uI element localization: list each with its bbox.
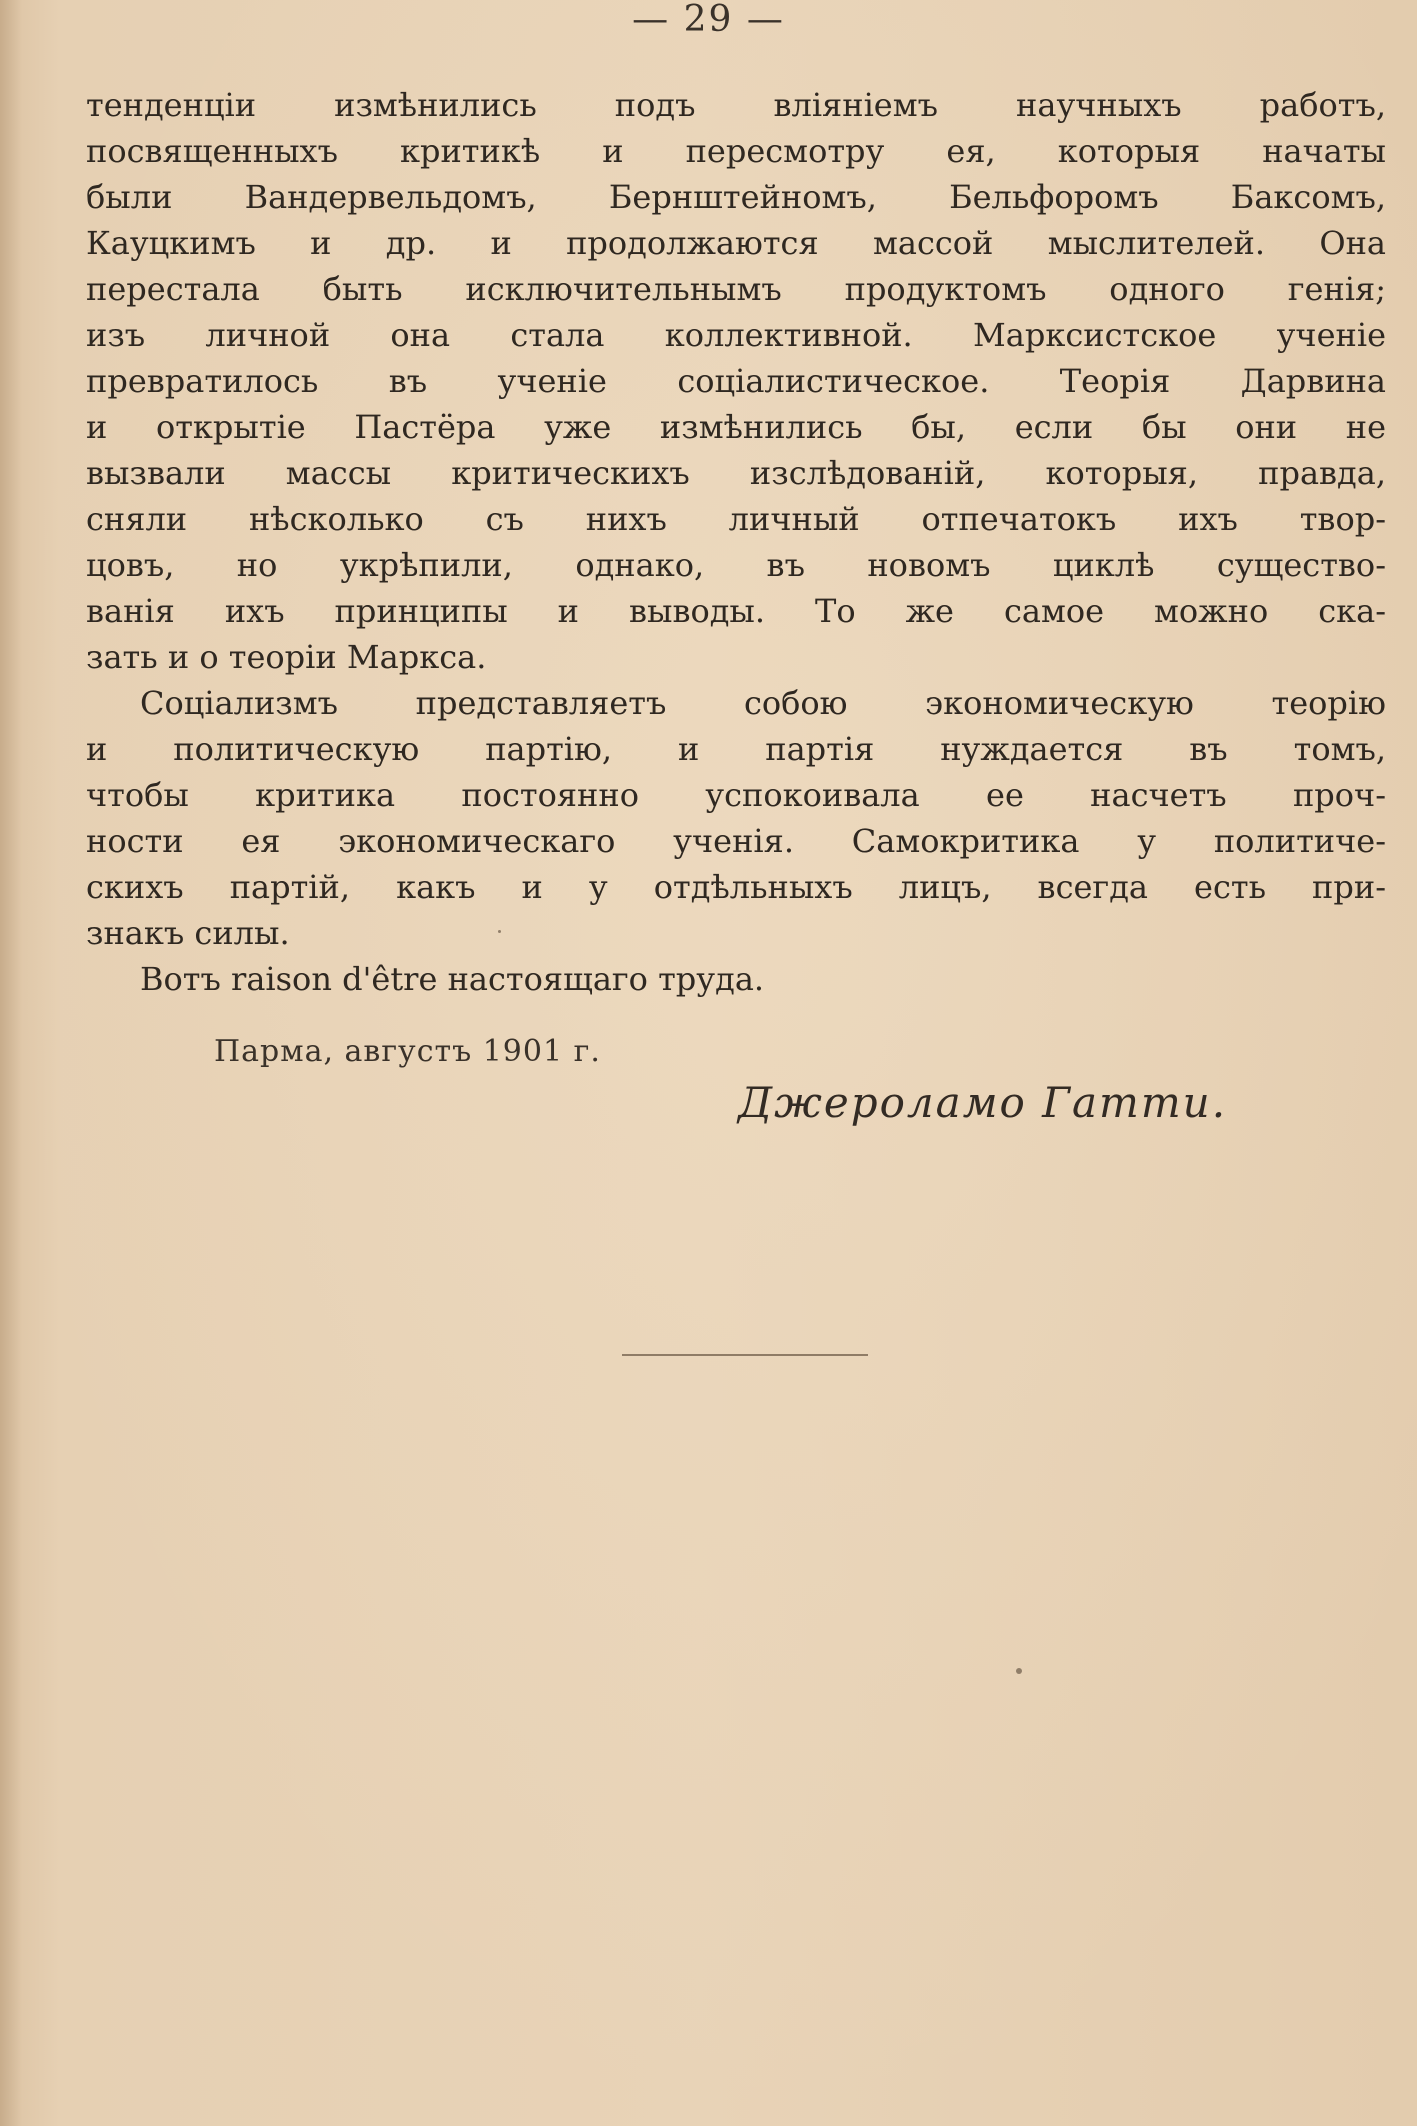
body-text [86,82,1386,1002]
text-line: тенденціи измѣнились подъ вліяніемъ научныхъ работъ, [86,86,1386,124]
page-number: — 29 — [632,0,785,40]
paragraph-start-line: Вотъ raison d'être настоящаго труда. [140,960,765,998]
text-line: цовъ, но укрѣпили, однако, въ новомъ циклѣ существо- [86,546,1386,584]
end-rule-divider [622,1354,868,1356]
text-line: перестала быть исключительнымъ продуктомъ одного генія; [86,270,1386,308]
text-line: и открытіе Пастёра уже измѣнились бы, если бы они не [86,408,1386,446]
paragraph-start-line: Соціализмъ представляетъ собою экономическую теорію [140,684,1386,722]
text-line: посвященныхъ критикѣ и пересмотру ея, которыя начаты [86,132,1386,170]
text-line: ванія ихъ принципы и выводы. То же самое можно ска- [86,592,1386,630]
text-line: изъ личной она стала коллективной. Марксистское ученіе [86,316,1386,354]
place-date: Парма, августъ 1901 г. [214,1034,601,1069]
paper-speck [1016,1668,1022,1674]
text-line: Кауцкимъ и др. и продолжаются массой мыслителей. Она [86,224,1386,262]
author-signature: Джероламо Гатти. [738,1078,1228,1127]
paper-speck [498,930,501,933]
text-line: скихъ партій, какъ и у отдѣльныхъ лицъ, всегда есть при- [86,868,1386,906]
text-line: сняли нѣсколько съ нихъ личный отпечатокъ ихъ твор- [86,500,1386,538]
text-line: ности ея экономическаго ученія. Самокритика у политиче- [86,822,1386,860]
text-line: зать и о теоріи Маркса. [86,638,487,676]
text-line: превратилось въ ученіе соціалистическое. Теорія Дарвина [86,362,1386,400]
text-line: и политическую партію, и партія нуждается въ томъ, [86,730,1386,768]
text-line: были Вандервельдомъ, Бернштейномъ, Бельфоромъ Баксомъ, [86,178,1386,216]
spine-shadow [0,0,22,2126]
text-line: чтобы критика постоянно успокоивала ее насчетъ проч- [86,776,1386,814]
text-line: знакъ силы. [86,914,290,952]
text-line: вызвали массы критическихъ изслѣдованій, которыя, правда, [86,454,1386,492]
